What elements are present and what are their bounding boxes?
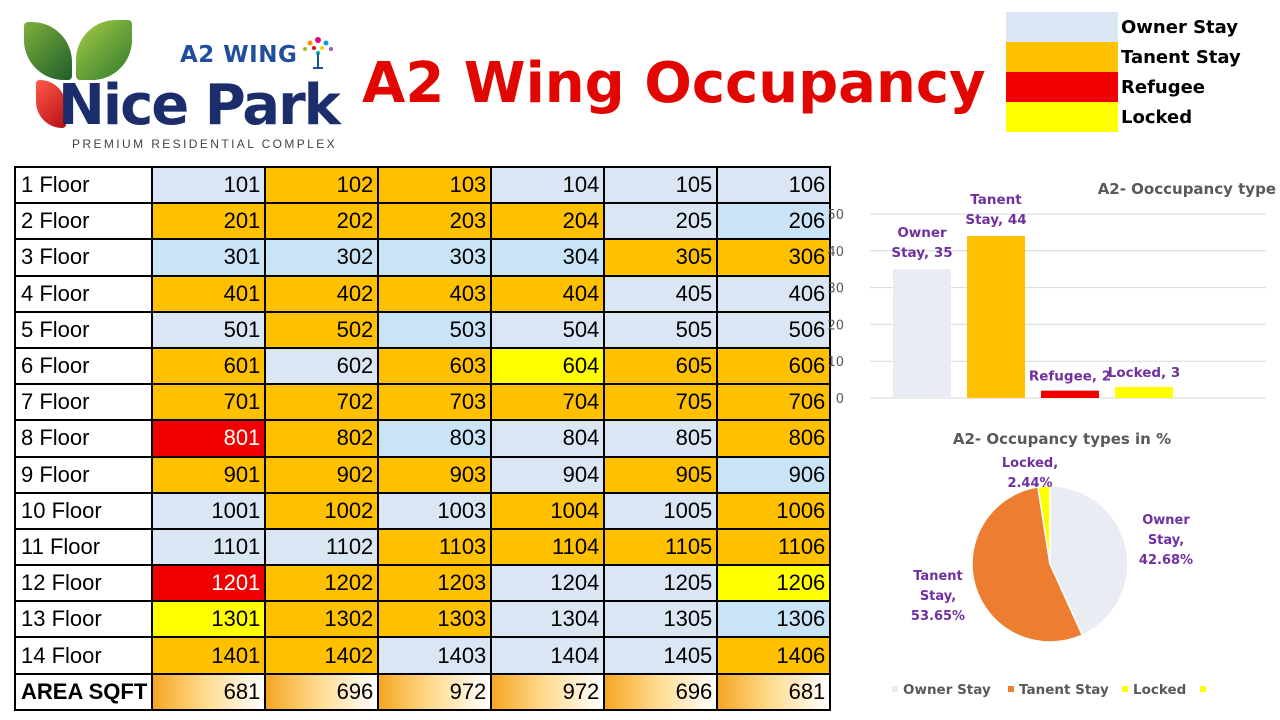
unit-cell: 701 <box>152 384 265 420</box>
unit-cell: 501 <box>152 312 265 348</box>
unit-cell: 505 <box>604 312 717 348</box>
unit-cell: 401 <box>152 276 265 312</box>
unit-cell: 301 <box>152 239 265 275</box>
unit-cell: 1001 <box>152 493 265 529</box>
floor-label: 1 Floor <box>15 167 152 203</box>
unit-cell: 1103 <box>378 529 491 565</box>
refugee-swatch <box>1006 72 1118 102</box>
unit-cell: 1304 <box>491 601 604 637</box>
unit-cell: 305 <box>604 239 717 275</box>
y-tick-label: 30 <box>827 281 844 297</box>
legend-swatch <box>1200 686 1206 692</box>
unit-cell: 801 <box>152 420 265 456</box>
floor-label: 8 Floor <box>15 420 152 456</box>
unit-cell: 1202 <box>265 565 378 601</box>
area-value: 696 <box>604 674 717 710</box>
bar <box>1115 387 1173 398</box>
unit-cell: 206 <box>717 203 830 239</box>
legend-swatch <box>1008 686 1014 692</box>
logo-wing-text: A2 WING <box>180 42 298 68</box>
unit-cell: 904 <box>491 457 604 493</box>
pie-chart-title: A2- Occupancy types in % <box>952 430 1172 448</box>
unit-cell: 605 <box>604 348 717 384</box>
bar-data-label: Tanent Stay, 44 <box>965 192 1027 229</box>
legend-entry: Owner Stay <box>903 682 991 698</box>
color-key <box>1006 12 1241 132</box>
unit-cell: 601 <box>152 348 265 384</box>
pie-data-label: Tanent Stay, 53.65% <box>910 569 966 624</box>
unit-cell: 1303 <box>378 601 491 637</box>
unit-cell: 602 <box>265 348 378 384</box>
unit-cell: 802 <box>265 420 378 456</box>
key-label: Refugee <box>1121 76 1206 98</box>
area-value: 681 <box>717 674 830 710</box>
unit-cell: 903 <box>378 457 491 493</box>
area-value: 972 <box>378 674 491 710</box>
unit-cell: 905 <box>604 457 717 493</box>
page-title: A2 Wing Occupancy <box>362 51 986 116</box>
unit-cell: 205 <box>604 203 717 239</box>
bar-data-label: Refugee, 2 <box>1028 368 1112 385</box>
unit-cell: 706 <box>717 384 830 420</box>
unit-cell: 106 <box>717 167 830 203</box>
floor-label: 2 Floor <box>15 203 152 239</box>
unit-cell: 1104 <box>491 529 604 565</box>
area-value: 696 <box>265 674 378 710</box>
unit-cell: 503 <box>378 312 491 348</box>
light-green-leaf-icon <box>76 20 132 80</box>
key-row <box>1006 102 1241 132</box>
unit-cell: 1205 <box>604 565 717 601</box>
area-value: 972 <box>491 674 604 710</box>
unit-cell: 1403 <box>378 637 491 673</box>
floor-label: 3 Floor <box>15 239 152 275</box>
y-tick-label: 10 <box>827 355 844 371</box>
unit-cell: 704 <box>491 384 604 420</box>
unit-cell: 1106 <box>717 529 830 565</box>
unit-cell: 1105 <box>604 529 717 565</box>
unit-cell: 303 <box>378 239 491 275</box>
locked-swatch <box>1006 102 1118 132</box>
floor-label: 13 Floor <box>15 601 152 637</box>
unit-cell: 406 <box>717 276 830 312</box>
bar-data-label: Owner Stay, 35 <box>891 225 953 262</box>
unit-cell: 1302 <box>265 601 378 637</box>
unit-cell: 404 <box>491 276 604 312</box>
bar-chart-title: A2- Ooccupancy type <box>1097 180 1276 198</box>
unit-cell: 803 <box>378 420 491 456</box>
tree-burst-icon <box>298 34 338 70</box>
y-tick-label: 0 <box>835 392 844 407</box>
floor-label: 11 Floor <box>15 529 152 565</box>
unit-cell: 1003 <box>378 493 491 529</box>
unit-cell: 1404 <box>491 637 604 673</box>
floor-label: 10 Floor <box>15 493 152 529</box>
unit-cell: 1306 <box>717 601 830 637</box>
unit-cell: 1406 <box>717 637 830 673</box>
area-row <box>15 674 830 710</box>
unit-cell: 1006 <box>717 493 830 529</box>
unit-cell: 506 <box>717 312 830 348</box>
legend-entry: Locked <box>1133 682 1187 698</box>
key-label: Owner Stay <box>1121 16 1238 38</box>
floor-row <box>15 637 830 673</box>
tenant-swatch <box>1006 42 1118 72</box>
unit-cell: 1203 <box>378 565 491 601</box>
occupancy-pie-chart <box>860 424 1270 714</box>
unit-cell: 1201 <box>152 565 265 601</box>
unit-cell: 1305 <box>604 601 717 637</box>
floor-label: 5 Floor <box>15 312 152 348</box>
floor-label: 9 Floor <box>15 457 152 493</box>
unit-cell: 1401 <box>152 637 265 673</box>
bar-data-label: Locked, 3 <box>1107 364 1181 381</box>
unit-cell: 304 <box>491 239 604 275</box>
unit-cell: 1102 <box>265 529 378 565</box>
floor-row <box>15 348 830 384</box>
floor-row <box>15 203 830 239</box>
floor-label: 4 Floor <box>15 276 152 312</box>
green-leaf-icon <box>24 22 72 80</box>
y-tick-label: 20 <box>827 318 844 334</box>
pie-data-label: Locked, 2.44% <box>1001 456 1059 491</box>
unit-cell: 1301 <box>152 601 265 637</box>
bar <box>1041 391 1099 398</box>
y-tick-label: 50 <box>827 208 844 223</box>
area-label: AREA SQFT <box>15 674 152 710</box>
bar <box>893 269 951 398</box>
key-row <box>1006 42 1241 72</box>
pie-data-label: Owner Stay, 42.68% <box>1138 513 1194 568</box>
unit-cell: 204 <box>491 203 604 239</box>
logo-tagline: PREMIUM RESIDENTIAL COMPLEX <box>72 137 338 151</box>
unit-cell: 306 <box>717 239 830 275</box>
unit-cell: 1004 <box>491 493 604 529</box>
occupancy-grid <box>14 166 831 711</box>
unit-cell: 403 <box>378 276 491 312</box>
unit-cell: 805 <box>604 420 717 456</box>
unit-cell: 1005 <box>604 493 717 529</box>
floor-row <box>15 420 830 456</box>
unit-cell: 202 <box>265 203 378 239</box>
legend-entry: Tanent Stay <box>1019 682 1109 698</box>
unit-cell: 103 <box>378 167 491 203</box>
unit-cell: 806 <box>717 420 830 456</box>
floor-label: 12 Floor <box>15 565 152 601</box>
floor-row <box>15 384 830 420</box>
legend-swatch <box>892 686 898 692</box>
unit-cell: 702 <box>265 384 378 420</box>
unit-cell: 1101 <box>152 529 265 565</box>
key-row <box>1006 12 1241 42</box>
unit-cell: 705 <box>604 384 717 420</box>
unit-cell: 402 <box>265 276 378 312</box>
y-tick-label: 40 <box>827 244 844 260</box>
floor-row <box>15 457 830 493</box>
unit-cell: 902 <box>265 457 378 493</box>
floor-label: 7 Floor <box>15 384 152 420</box>
occupancy-bar-chart <box>822 172 1278 428</box>
floor-label: 14 Floor <box>15 637 152 673</box>
legend-swatch <box>1122 686 1128 692</box>
unit-cell: 104 <box>491 167 604 203</box>
unit-cell: 504 <box>491 312 604 348</box>
unit-cell: 502 <box>265 312 378 348</box>
unit-cell: 101 <box>152 167 265 203</box>
unit-cell: 1206 <box>717 565 830 601</box>
unit-cell: 1204 <box>491 565 604 601</box>
floor-row <box>15 601 830 637</box>
nice-park-logo <box>20 18 340 153</box>
unit-cell: 603 <box>378 348 491 384</box>
key-label: Tanent Stay <box>1121 46 1241 68</box>
floor-label: 6 Floor <box>15 348 152 384</box>
unit-cell: 302 <box>265 239 378 275</box>
owner-swatch <box>1006 12 1118 42</box>
floor-row <box>15 493 830 529</box>
floor-row <box>15 167 830 203</box>
key-row <box>1006 72 1241 102</box>
unit-cell: 606 <box>717 348 830 384</box>
area-value: 681 <box>152 674 265 710</box>
unit-cell: 604 <box>491 348 604 384</box>
floor-row <box>15 529 830 565</box>
unit-cell: 201 <box>152 203 265 239</box>
unit-cell: 901 <box>152 457 265 493</box>
floor-row <box>15 239 830 275</box>
unit-cell: 102 <box>265 167 378 203</box>
key-label: Locked <box>1121 106 1193 128</box>
unit-cell: 105 <box>604 167 717 203</box>
floor-row <box>15 276 830 312</box>
unit-cell: 1402 <box>265 637 378 673</box>
unit-cell: 405 <box>604 276 717 312</box>
unit-cell: 1405 <box>604 637 717 673</box>
bar <box>967 236 1025 398</box>
unit-cell: 203 <box>378 203 491 239</box>
unit-cell: 703 <box>378 384 491 420</box>
unit-cell: 1002 <box>265 493 378 529</box>
logo-name: Nice Park <box>58 73 339 138</box>
floor-row <box>15 312 830 348</box>
floor-row <box>15 565 830 601</box>
unit-cell: 804 <box>491 420 604 456</box>
unit-cell: 906 <box>717 457 830 493</box>
